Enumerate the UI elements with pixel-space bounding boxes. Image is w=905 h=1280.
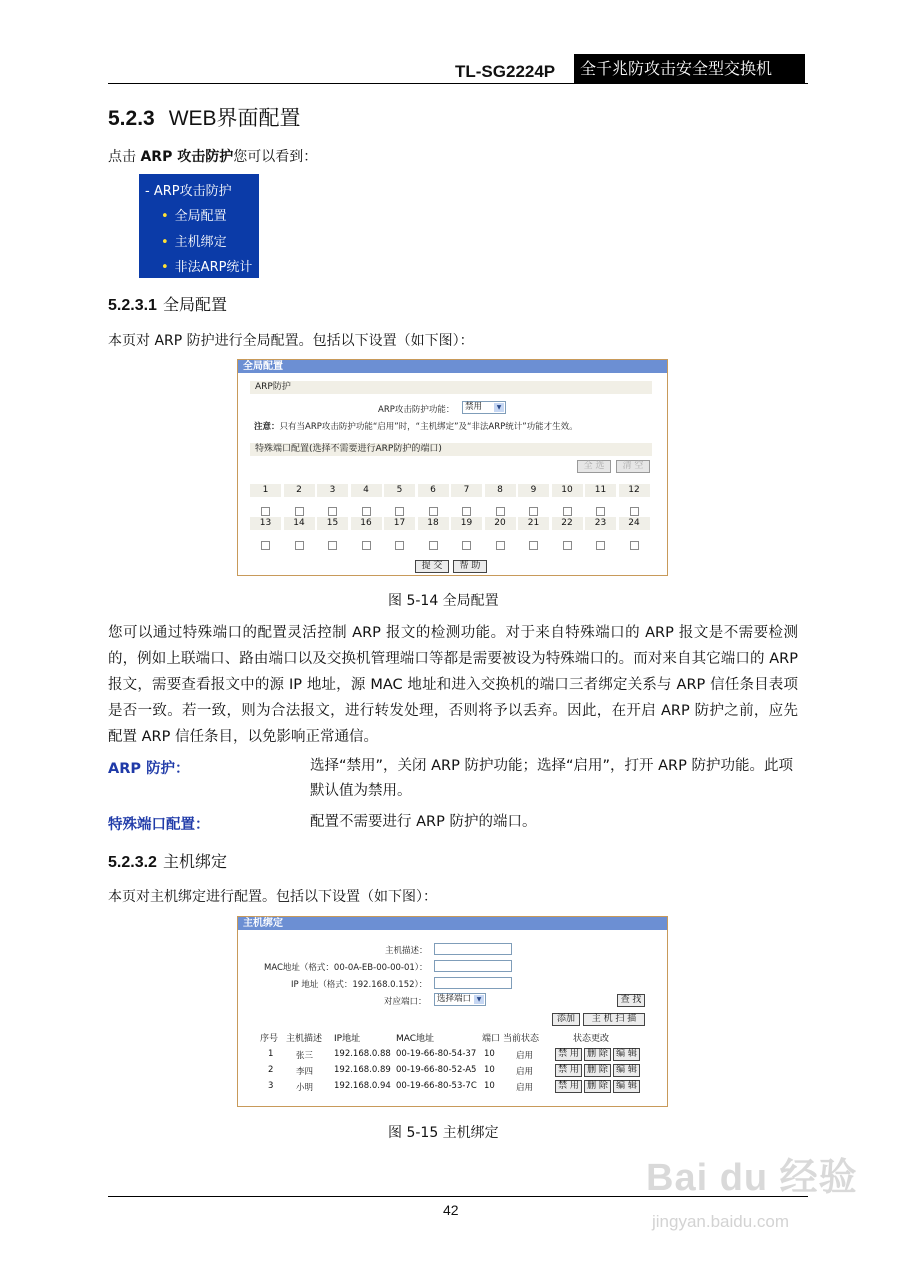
intro-post: 您可以看到： [233, 149, 318, 165]
page-number: 42 [443, 1202, 459, 1218]
subsection-1-number: 5.2.3.1 [108, 297, 157, 314]
port-checkbox-4[interactable] [362, 507, 371, 516]
port-checkbox-11[interactable] [596, 507, 605, 516]
cell-desc: 李四 [296, 1067, 314, 1077]
section-title: WEB界面配置 [168, 107, 301, 130]
group-special-ports: 特殊端口配置(选择不需要进行ARP防护的端口) [250, 443, 652, 456]
watermark-url: jingyan.baidu.com [652, 1212, 790, 1231]
port-label-15: 15 [317, 517, 348, 530]
def-special-ports: 配置不需要进行 ARP 防护的端口。 [310, 814, 537, 830]
delete-button[interactable]: 删 除 [584, 1048, 611, 1061]
cell-mac: 00-19-66-80-53-7C [396, 1081, 477, 1091]
subsection-2-heading [108, 849, 227, 872]
edit-button[interactable]: 编 辑 [613, 1048, 640, 1061]
host-scan-button[interactable]: 主 机 扫 描 [583, 1013, 645, 1026]
port-select-value: 选择端口 [437, 994, 472, 1004]
help-button[interactable]: 帮 助 [453, 560, 487, 573]
menu-item-illegal-stats-label: 非法ARP统计 [174, 260, 253, 275]
port-select[interactable] [434, 993, 486, 1006]
add-button[interactable]: 添加 [552, 1013, 580, 1026]
port-label-16: 16 [351, 517, 382, 530]
clear-button[interactable]: 清 空 [616, 460, 650, 473]
global-config-panel [237, 359, 668, 576]
cell-desc: 张三 [296, 1051, 314, 1061]
port-label-3: 3 [317, 484, 348, 497]
port-checkbox-15[interactable] [328, 541, 337, 550]
cell-port: 10 [484, 1081, 495, 1091]
header-rule [108, 83, 808, 84]
chevron-down-icon: ▼ [474, 995, 484, 1004]
port-label: 对应端口： [384, 997, 427, 1007]
arp-protect-value: 禁用 [465, 402, 483, 412]
column-header: MAC地址 [396, 1034, 435, 1044]
column-header: 状态更改 [573, 1034, 610, 1044]
cell-mac: 00-19-66-80-52-A5 [396, 1065, 477, 1075]
port-checkbox-21[interactable] [529, 541, 538, 550]
port-checkbox-5[interactable] [395, 507, 404, 516]
section-number: 5.2.3 [108, 107, 155, 130]
port-checkbox-12[interactable] [630, 507, 639, 516]
menu-title[interactable]: - ARP攻击防护 [145, 184, 232, 199]
port-label-7: 7 [451, 484, 482, 497]
def-arp-protect: 选择“禁用”，关闭 ARP 防护功能；选择“启用”，打开 ARP 防护功能。此项默认值为禁用。 [310, 758, 793, 799]
menu-item-global[interactable] [161, 205, 227, 224]
menu-item-binding[interactable] [161, 231, 227, 250]
bullet-icon: • [161, 209, 169, 224]
port-label-20: 20 [485, 517, 516, 530]
arp-protect-label: ARP攻击防护功能： [378, 405, 455, 415]
port-checkbox-14[interactable] [295, 541, 304, 550]
port-label-6: 6 [418, 484, 449, 497]
port-checkbox-2[interactable] [295, 507, 304, 516]
port-label-22: 22 [552, 517, 583, 530]
port-label-17: 17 [384, 517, 415, 530]
subsection-2-title: 主机绑定 [162, 852, 227, 871]
host-binding-panel [237, 916, 668, 1107]
port-label-24: 24 [619, 517, 650, 530]
chevron-down-icon: ▼ [494, 403, 504, 412]
edit-button[interactable]: 编 辑 [613, 1064, 640, 1077]
figure-5-15-caption: 图 5-15 主机绑定 [388, 1125, 499, 1141]
section-heading [108, 102, 301, 132]
menu-item-illegal-stats[interactable] [161, 256, 252, 275]
panel-title: 主机绑定 [238, 917, 667, 930]
column-header: 主机描述 [286, 1034, 323, 1044]
port-label-5: 5 [384, 484, 415, 497]
port-label-19: 19 [451, 517, 482, 530]
bullet-icon: • [161, 260, 169, 275]
disable-button[interactable]: 禁 用 [555, 1064, 582, 1077]
cell-no: 1 [268, 1049, 274, 1059]
port-checkbox-10[interactable] [563, 507, 572, 516]
term-arp-protect: ARP 防护： [108, 761, 190, 777]
port-label-18: 18 [418, 517, 449, 530]
column-header: IP地址 [334, 1034, 361, 1044]
mac-input[interactable] [434, 960, 512, 972]
cell-ip: 192.168.0.94 [334, 1081, 391, 1091]
edit-button[interactable]: 编 辑 [613, 1080, 640, 1093]
port-label-4: 4 [351, 484, 382, 497]
column-header: 端口 [482, 1034, 501, 1044]
subsection-1-desc: 本页对 ARP 防护进行全局配置。包括以下设置（如下图）： [108, 333, 474, 349]
port-checkbox-18[interactable] [429, 541, 438, 550]
delete-button[interactable]: 删 除 [584, 1080, 611, 1093]
host-desc-label: 主机描述： [385, 946, 428, 956]
port-label-10: 10 [552, 484, 583, 497]
term-special-ports: 特殊端口配置： [108, 817, 210, 833]
mac-label: MAC地址（格式：00-0A-EB-00-00-01）： [264, 963, 428, 973]
cell-desc: 小明 [296, 1083, 314, 1093]
port-checkbox-17[interactable] [395, 541, 404, 550]
disable-button[interactable]: 禁 用 [555, 1048, 582, 1061]
menu-item-binding-label: 主机绑定 [174, 235, 227, 250]
cell-no: 2 [268, 1065, 274, 1075]
cell-status: 启用 [516, 1083, 534, 1093]
cell-status: 启用 [516, 1067, 534, 1077]
cell-no: 3 [268, 1081, 274, 1091]
note-label: 注意： [254, 422, 280, 432]
port-checkbox-1[interactable] [261, 507, 270, 516]
port-label-11: 11 [585, 484, 616, 497]
cell-ip: 192.168.0.89 [334, 1065, 391, 1075]
subsection-2-number: 5.2.3.2 [108, 854, 157, 871]
arp-protect-select[interactable] [462, 401, 506, 414]
cell-port: 10 [484, 1049, 495, 1059]
port-label-23: 23 [585, 517, 616, 530]
panel-title: 全局配置 [238, 360, 667, 373]
document-product-name: 全千兆防攻击安全型交换机 [574, 54, 805, 84]
watermark-brand: Bai du 经验 [646, 1157, 858, 1199]
figure-5-14-caption: 图 5-14 全局配置 [388, 593, 499, 609]
cell-port: 10 [484, 1065, 495, 1075]
cell-status: 启用 [516, 1051, 534, 1061]
port-checkbox-23[interactable] [596, 541, 605, 550]
port-label-21: 21 [518, 517, 549, 530]
port-checkbox-24[interactable] [630, 541, 639, 550]
intro-pre: 点击 [108, 149, 141, 165]
subsection-1-heading [108, 292, 227, 315]
port-checkbox-19[interactable] [462, 541, 471, 550]
port-checkbox-9[interactable] [529, 507, 538, 516]
column-header: 当前状态 [503, 1034, 540, 1044]
arp-menu [139, 174, 259, 278]
port-label-12: 12 [619, 484, 650, 497]
intro-bold: ARP 攻击防护 [140, 149, 234, 165]
port-label-14: 14 [284, 517, 315, 530]
ip-input[interactable] [434, 977, 512, 989]
port-label-13: 13 [250, 517, 281, 530]
host-desc-input[interactable] [434, 943, 512, 955]
menu-item-global-label: 全局配置 [174, 209, 227, 224]
port-checkbox-20[interactable] [496, 541, 505, 550]
column-header: 序号 [260, 1034, 279, 1044]
bullet-icon: • [161, 235, 169, 250]
port-checkbox-8[interactable] [496, 507, 505, 516]
intro-text [108, 146, 317, 166]
note [254, 420, 578, 432]
note-text: 只有当ARP攻击防护功能“启用”时，“主机绑定”及“非法ARP统计”功能才生效。 [279, 422, 578, 432]
port-label-8: 8 [485, 484, 516, 497]
subsection-1-title: 全局配置 [162, 295, 227, 314]
document-model: TL-SG2224P [455, 62, 556, 81]
body-paragraph: 您可以通过特殊端口的配置灵活控制 ARP 报文的检测功能。对于来自特殊端口的 ARP 报文是不需要检测的，例如上联端口、路由端口以及交换机管理端口等都是需要被设为特殊端口的。而对来自其它端口的 ARP 报文，需要查看报文中的源 IP 地址，源 MAC 地址和进入交换机的端口三者绑定关系与 ARP 信任条目表项是否一致。若一致，则为合法报文，进行转发处理，否则将予以丢弃。因此，在开启 ARP 防护之前，应先配置 ARP 信任条目，以免影响正常通信。 [108, 625, 798, 745]
port-label-1: 1 [250, 484, 281, 497]
subsection-2-desc: 本页对主机绑定进行配置。包括以下设置（如下图）： [108, 889, 437, 905]
port-checkbox-3[interactable] [328, 507, 337, 516]
cell-ip: 192.168.0.88 [334, 1049, 391, 1059]
port-checkbox-22[interactable] [563, 541, 572, 550]
disable-button[interactable]: 禁 用 [555, 1080, 582, 1093]
port-checkbox-7[interactable] [462, 507, 471, 516]
cell-mac: 00-19-66-80-54-37 [396, 1049, 477, 1059]
submit-button[interactable]: 提 交 [415, 560, 449, 573]
port-label-2: 2 [284, 484, 315, 497]
delete-button[interactable]: 删 除 [584, 1064, 611, 1077]
select-all-button[interactable]: 全 选 [577, 460, 611, 473]
port-label-9: 9 [518, 484, 549, 497]
group-arp-protect: ARP防护 [250, 381, 652, 394]
port-checkbox-6[interactable] [429, 507, 438, 516]
find-button[interactable]: 查 找 [617, 994, 645, 1007]
port-checkbox-13[interactable] [261, 541, 270, 550]
port-checkbox-16[interactable] [362, 541, 371, 550]
ip-label: IP 地址（格式：192.168.0.152）： [291, 980, 428, 990]
